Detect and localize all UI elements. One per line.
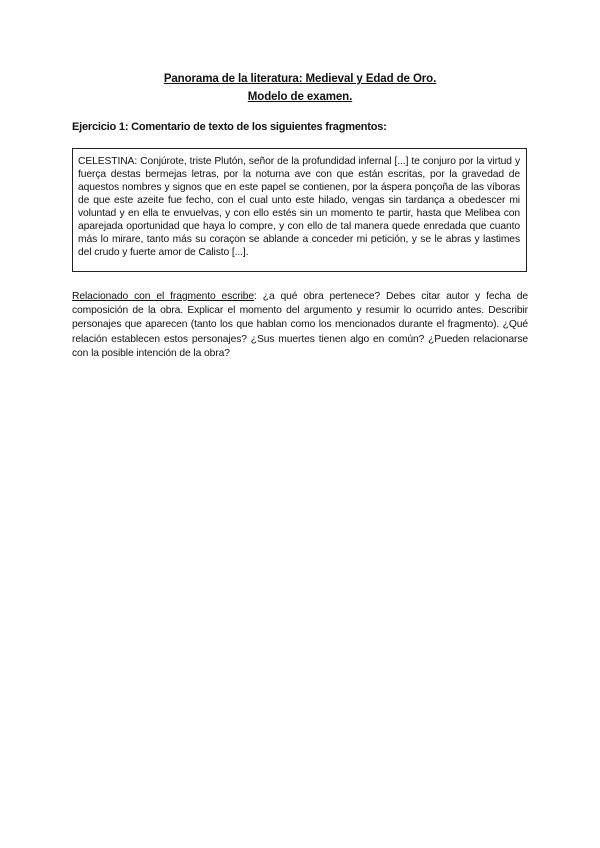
exercise-heading: Ejercicio 1: Comentario de texto de los siguientes fragmentos: xyxy=(72,121,387,133)
document-title: Panorama de la literatura: Medieval y Edad de Oro. xyxy=(163,73,437,85)
document-subtitle: Modelo de examen. xyxy=(247,91,353,103)
exercise-question xyxy=(72,290,528,361)
question-body: : ¿a qué obra pertenece? Debes citar autor y fecha de composición de la obra. Explicar el momento del argumento y resumir lo ocurrido antes. Describir personajes que aparecen (tanto los que hablan como los mencionados durante el fragmento). ¿Qué relación establecen estos personajes? ¿Sus muertes tienen algo en común? ¿Pueden relacionarse con la posible intención de la obra? xyxy=(72,291,528,359)
text-fragment-box xyxy=(72,148,527,272)
question-lead: Relacionado con el fragmento escribe xyxy=(72,291,255,302)
text-fragment: CELESTINA: Conjúrote, triste Plutón, señor de la profundidad infernal [...] te conjuro por la virtud y fuerça destas bermejas letras, por la noturna ave con que están escritas, por la gravedad de aquestos nombres y signos que en este papel se contienen, por la áspera ponçoña de las víboras de que este azeite fue fecho, con el cual unto este hilado, vengas sin tardança a obedescer mi voluntad y en ella te envuelvas, y con ello estés sin un momento te partir, hasta que Melibea con aparejada oportunidad que haya lo compre, y con ello de tal manera quede enredada que cuanto más lo mirare, tanto más su coraçon se ablande a conceder mi petición, y se le abras y lastimes del crudo y fuerte amor de Calisto [...]. xyxy=(78,156,520,258)
